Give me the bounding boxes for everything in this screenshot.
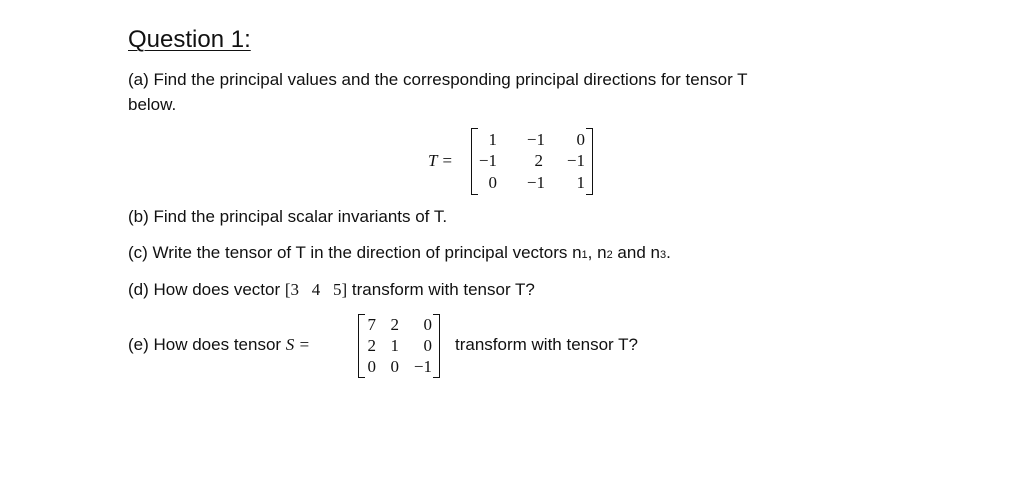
part-c-end: .: [666, 243, 671, 262]
matrix-s: [358, 314, 440, 378]
part-d-text: [128, 280, 535, 300]
part-e-suffix: transform with tensor T?: [455, 335, 638, 354]
part-d-suffix: transform with tensor T?: [347, 280, 535, 299]
part-a-text: (a) Find the principal values and the corresponding principal directions for tensor T: [128, 70, 748, 89]
matrix-cell: 0: [488, 173, 497, 192]
matrix-cell: 0: [423, 336, 432, 355]
subscript: 3: [659, 249, 667, 261]
part-c-text: [128, 243, 671, 265]
right-bracket: [433, 314, 440, 378]
matrix-cell: 2: [390, 315, 399, 334]
matrix-cell: 0: [423, 315, 432, 334]
matrix-cell: 7: [367, 315, 376, 334]
matrix-cell: −1: [566, 151, 585, 170]
part-e-text: [128, 335, 310, 355]
part-c-sep: and n: [612, 243, 660, 262]
matrix-cell: 2: [367, 336, 376, 355]
matrix-t: [471, 128, 593, 195]
matrix-t-label: T =: [428, 151, 453, 170]
part-d-prefix: (d) How does vector: [128, 280, 285, 299]
part-c-main: (c) Write the tensor of T in the direction of principal vectors n: [128, 243, 582, 262]
subscript: 2: [606, 249, 613, 261]
matrix-cell: 0: [367, 357, 376, 376]
question-title: Question 1:: [128, 26, 251, 53]
matrix-cell: 0: [390, 357, 399, 376]
subscript: 1: [581, 249, 588, 261]
matrix-s-label: S =: [285, 335, 311, 354]
matrix-cell: 1: [488, 130, 497, 149]
matrix-cell: −1: [526, 130, 545, 149]
matrix-cell: 2: [534, 151, 543, 170]
part-b-text: (b) Find the principal scalar invariants of T.: [128, 207, 448, 226]
matrix-cell: −1: [478, 151, 497, 170]
part-e-prefix: (e) How does tensor: [128, 335, 286, 354]
matrix-cell: −1: [413, 357, 432, 376]
part-c-sep: , n: [587, 243, 607, 262]
part-a-text-cont: below.: [128, 95, 177, 114]
right-bracket: [586, 128, 593, 195]
matrix-cell: 1: [390, 336, 399, 355]
vector: [3 4 5]: [284, 280, 348, 299]
matrix-cell: 0: [576, 130, 585, 149]
matrix-cell: 1: [576, 173, 585, 192]
matrix-cell: −1: [526, 173, 545, 192]
